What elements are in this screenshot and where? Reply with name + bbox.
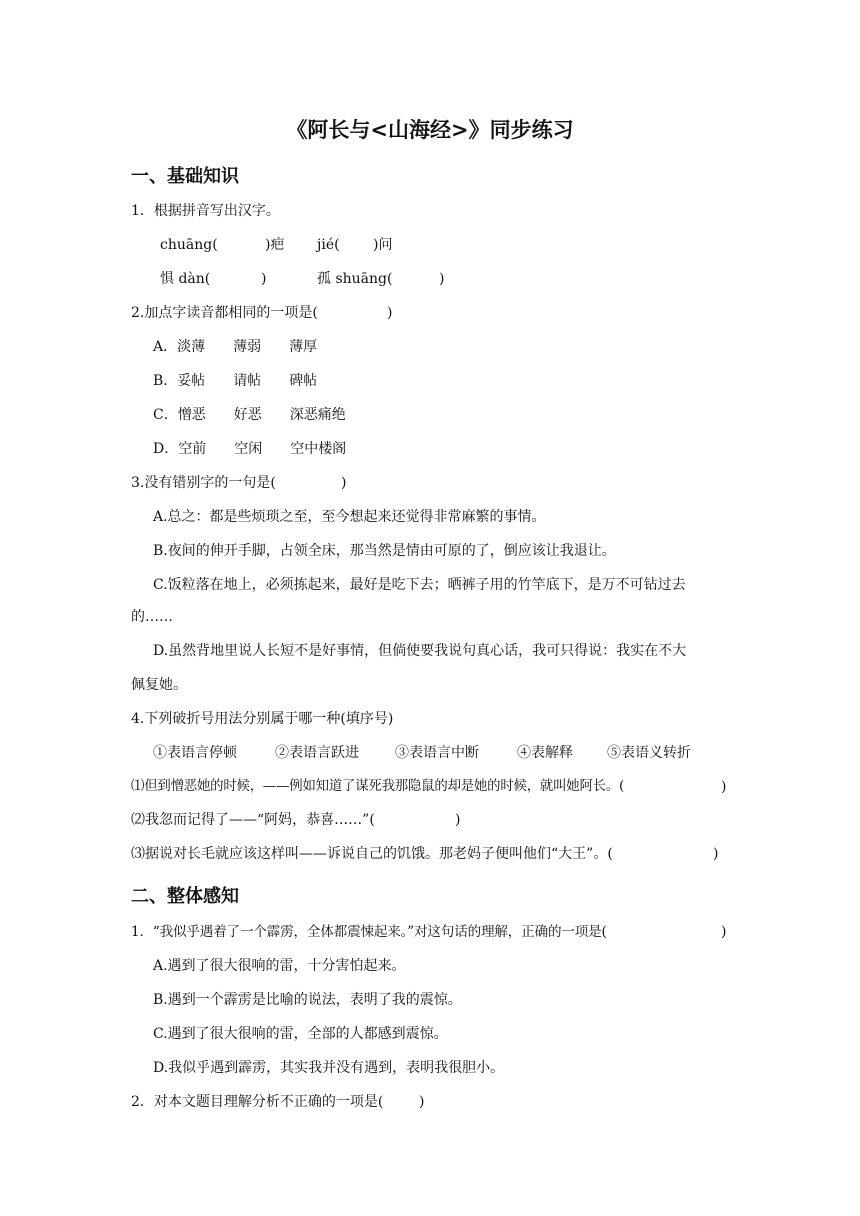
q3-option-a: A.总之：都是些烦琐之至，至今想起来还觉得非常麻繁的事情。	[153, 509, 546, 525]
s2-q1-option-c: C.遇到了很大很响的雷，全部的人都感到震惊。	[153, 1026, 448, 1042]
q4-item-1: ⑴但到憎恶她的时候，——例如知道了谋死我那隐鼠的却是她的时候，就叫她阿长。(	[131, 779, 625, 794]
pinyin-chuang: chuāng(	[160, 237, 218, 253]
q2-option-b: B．妥帖 请帖 碑帖	[153, 373, 318, 389]
q3-prompt: 3.没有错别字的一句是(	[131, 475, 276, 491]
pinyin-shuang-close: )	[439, 271, 445, 287]
section-heading-overall: 二、整体感知	[131, 886, 239, 907]
q3-option-d-line1: D.虽然背地里说人长短不是好事情，但倘使要我说句真心话，我可只得说：我实在不大	[153, 643, 687, 659]
q4-item-2-close: )	[455, 812, 461, 828]
s2-q1-option-a: A.遇到了很大很响的雷，十分害怕起来。	[153, 958, 406, 974]
q4-choice-4: ④表解释	[517, 745, 573, 761]
q4-choice-2: ②表语言跃进	[275, 745, 359, 761]
pinyin-jie-suffix: )问	[373, 237, 393, 253]
pinyin-dan-close: )	[261, 271, 267, 287]
q1-prompt: 1．根据拼音写出汉字。	[131, 203, 280, 219]
s2-q1-option-d: D.我似乎遇到霹雳，其实我并没有遇到，表明我很胆小。	[153, 1060, 505, 1076]
q4-choice-3: ③表语言中断	[395, 745, 479, 761]
s2-q1-prompt: 1．“我似乎遇着了一个霹雳，全体都震悚起来。”对这句话的理解，正确的一项是(	[131, 924, 607, 940]
q4-choice-1: ①表语言停顿	[153, 745, 237, 761]
q2-option-a: A．淡薄 薄弱 薄厚	[153, 339, 318, 355]
pinyin-jie: jié(	[317, 237, 340, 253]
s2-q2-paren-close: )	[419, 1094, 425, 1110]
q2-prompt: 2.加点字读音都相同的一项是(	[131, 305, 318, 321]
q3-option-d-line2: 佩复她。	[131, 677, 187, 693]
q4-item-3-close: )	[713, 846, 719, 862]
q2-paren-close: )	[387, 305, 393, 321]
q2-option-c: C．憎恶 好恶 深恶痛绝	[153, 407, 346, 423]
s2-q1-paren-close: )	[721, 924, 727, 940]
pinyin-dan: 惧 dàn(	[160, 271, 211, 287]
section-heading-basics: 一、基础知识	[131, 166, 239, 187]
q2-option-d: D．空前 空闲 空中楼阁	[153, 441, 347, 457]
q3-option-c-line2: 的……	[131, 609, 173, 625]
q4-choice-5: ⑤表语义转折	[607, 745, 691, 761]
page-title: 《阿长与<山海经>》同步练习	[286, 118, 574, 142]
s2-q1-option-b: B.遇到一个霹雳是比喻的说法，表明了我的震惊。	[153, 992, 462, 1008]
q4-item-1-close: )	[721, 779, 727, 795]
q3-option-c-line1: C.饭粒落在地上，必须拣起来，最好是吃下去；晒裤子用的竹竿底下，是万不可钻过去	[153, 577, 686, 593]
q4-prompt: 4.下列破折号用法分别属于哪一种(填序号)	[131, 711, 394, 727]
pinyin-chuang-suffix: )疤	[265, 237, 285, 253]
q4-item-2: ⑵我忽而记得了——“阿妈，恭喜……”(	[131, 812, 375, 828]
q3-paren-close: )	[341, 475, 347, 491]
q3-option-b: B.夜间的伸开手脚，占领全床，那当然是情由可原的了，倒应该让我退让。	[153, 543, 616, 559]
s2-q2-prompt: 2．对本文题目理解分析不正确的一项是(	[131, 1094, 384, 1110]
pinyin-shuang: 孤 shuāng(	[317, 271, 393, 287]
q4-item-3: ⑶据说对长毛就应该这样叫——诉说自己的饥饿。那老妈子便叫他们“大王”。(	[131, 846, 613, 862]
